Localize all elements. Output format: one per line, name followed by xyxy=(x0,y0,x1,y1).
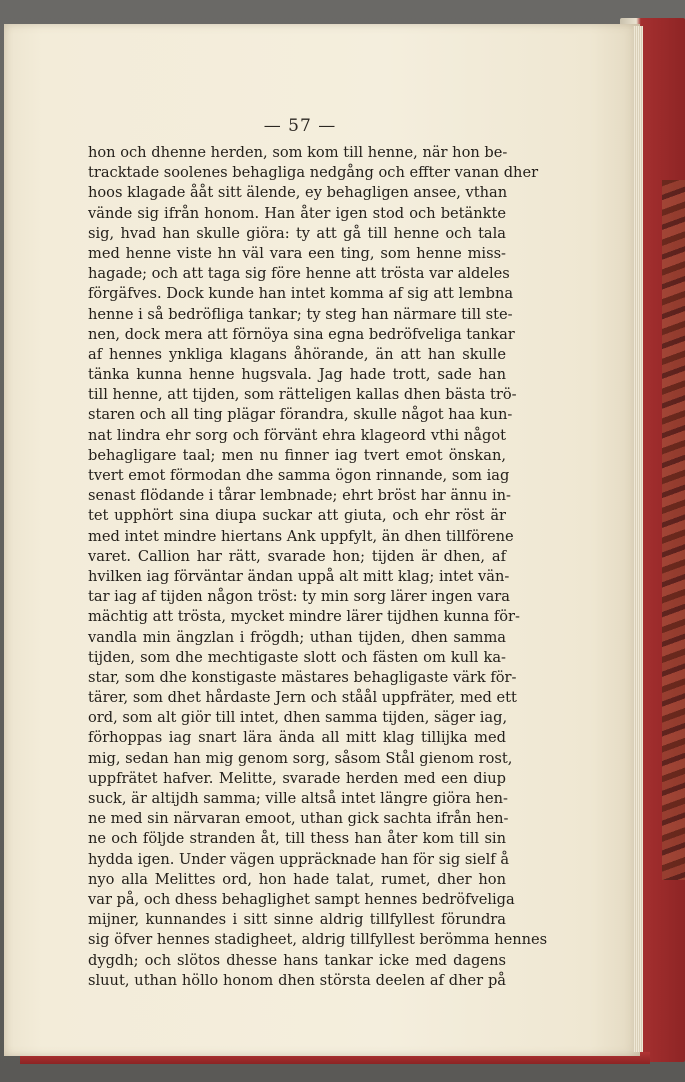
text-line: nen, dock mera att förnöya sina egna bedröfveliga tankar xyxy=(88,325,515,343)
text-line: hvilken iag förväntar ändan uppå alt mitt klag; intet vän- xyxy=(88,567,510,585)
text-line: sig öfver hennes stadigheet, aldrig tillfyllest berömma hennes xyxy=(88,931,548,949)
text-line: tracktade soolenes behagliga nedgång och effter vanan dher xyxy=(88,164,539,182)
text-line: nyo alla Melittes ord, hon hade talat, rumet, dher hon xyxy=(88,870,506,888)
text-line: förgäfves. Dock kunde han intet komma af sig att lembna xyxy=(88,285,514,303)
text-line: henne i så bedröfliga tankar; ty steg han närmare till ste- xyxy=(88,305,513,323)
page-stack-edge xyxy=(633,26,643,1052)
text-line: behagligare taal; men nu finner iag tvert emot önskan, xyxy=(88,446,506,464)
text-line: med henne viste hn väl vara een ting, som henne miss- xyxy=(88,244,506,262)
text-line: tet upphört sina diupa suckar att giuta, och ehr röst är xyxy=(88,507,506,525)
text-line: star, som dhe konstigaste mästares behagligaste värk för- xyxy=(88,668,517,686)
text-line: suck, är altijdh samma; ville altså intet längre giöra hen- xyxy=(88,790,508,807)
text-line: till henne, att tijden, som rätteligen kallas dhen bästa trö- xyxy=(88,386,517,404)
text-line: dygdh; och slötos dhesse hans tankar icke med dagens xyxy=(88,951,506,969)
text-line: var på, och dhess behaglighet sampt hennes bedröfveliga xyxy=(88,890,515,908)
text-line: tvert emot förmodan dhe samma ögon rinnande, som iag xyxy=(88,467,510,484)
text-line: hon och dhenne herden, som kom till henne, när hon be- xyxy=(88,144,508,161)
text-line: ord, som alt giör till intet, dhen samma tijden, säger iag, xyxy=(88,709,508,727)
text-line: hydda igen. Under vägen uppräcknade han för sig sielf å xyxy=(88,850,510,868)
text-line: förhoppas iag snart lära ända all mitt klag tillijka med xyxy=(88,729,506,747)
text-line: mijner, kunnandes i sitt sinne aldrig tillfyllest förundra xyxy=(88,911,506,929)
marbled-endpaper xyxy=(662,180,685,880)
body-text xyxy=(88,143,548,991)
text-line: ne och följde stranden åt, till thess han åter kom till sin xyxy=(88,830,506,848)
text-line: sluut, uthan höllo honom dhen största deelen af dher på xyxy=(88,971,506,989)
text-line: mächtig att trösta, mycket mindre lärer tijdhen kunna för- xyxy=(88,608,520,626)
text-line: mig, sedan han mig genom sorg, såsom Stål gienom rost, xyxy=(88,749,513,767)
text-line: med intet mindre hiertans Ank uppfylt, än dhen tillförene xyxy=(88,527,514,545)
text-line: varet. Callion har rätt, svarade hon; tijden är dhen, af xyxy=(88,547,506,565)
text-line: tar iag af tijden någon tröst: ty min sorg lärer ingen vara xyxy=(88,588,510,606)
text-line: vände sig ifrån honom. Han åter igen stod och betänkte xyxy=(88,204,506,222)
text-line: nat lindra ehr sorg och förvänt ehra klageord vthi något xyxy=(88,426,506,444)
text-line: senast flödande i tårar lembnade; ehrt bröst har ännu in- xyxy=(88,487,511,505)
text-line: uppfrätet hafver. Melitte, svarade herden med een diup xyxy=(88,769,506,787)
text-line: tänka kunna henne hugsvala. Jag hade trott, sade han xyxy=(88,366,506,384)
text-line: tärer, som dhet hårdaste Jern och ståål uppfräter, med ett xyxy=(88,689,517,707)
text-line: ne med sin närvaran emoot, uthan gick sachta ifrån hen- xyxy=(88,810,509,828)
text-line: staren och all ting plägar förandra, skulle något haa kun- xyxy=(88,406,513,424)
text-line: hoos klagade ååt sitt älende, ey behagligen ansee, vthan xyxy=(88,184,508,202)
text-line: af hennes ynkliga klagans åhörande, än att han skulle xyxy=(88,345,506,363)
text-line: hagade; och att taga sig före henne att trösta var aldeles xyxy=(88,265,510,283)
text-line: tijden, som dhe mechtigaste slott och fästen om kull ka- xyxy=(88,648,506,666)
page-number: — 57 — xyxy=(263,116,337,136)
text-line: vandla min ängzlan i frögdh; uthan tijden, dhen samma xyxy=(88,628,506,646)
text-line: sig, hvad han skulle giöra: ty att gå till henne och tala xyxy=(88,224,506,242)
